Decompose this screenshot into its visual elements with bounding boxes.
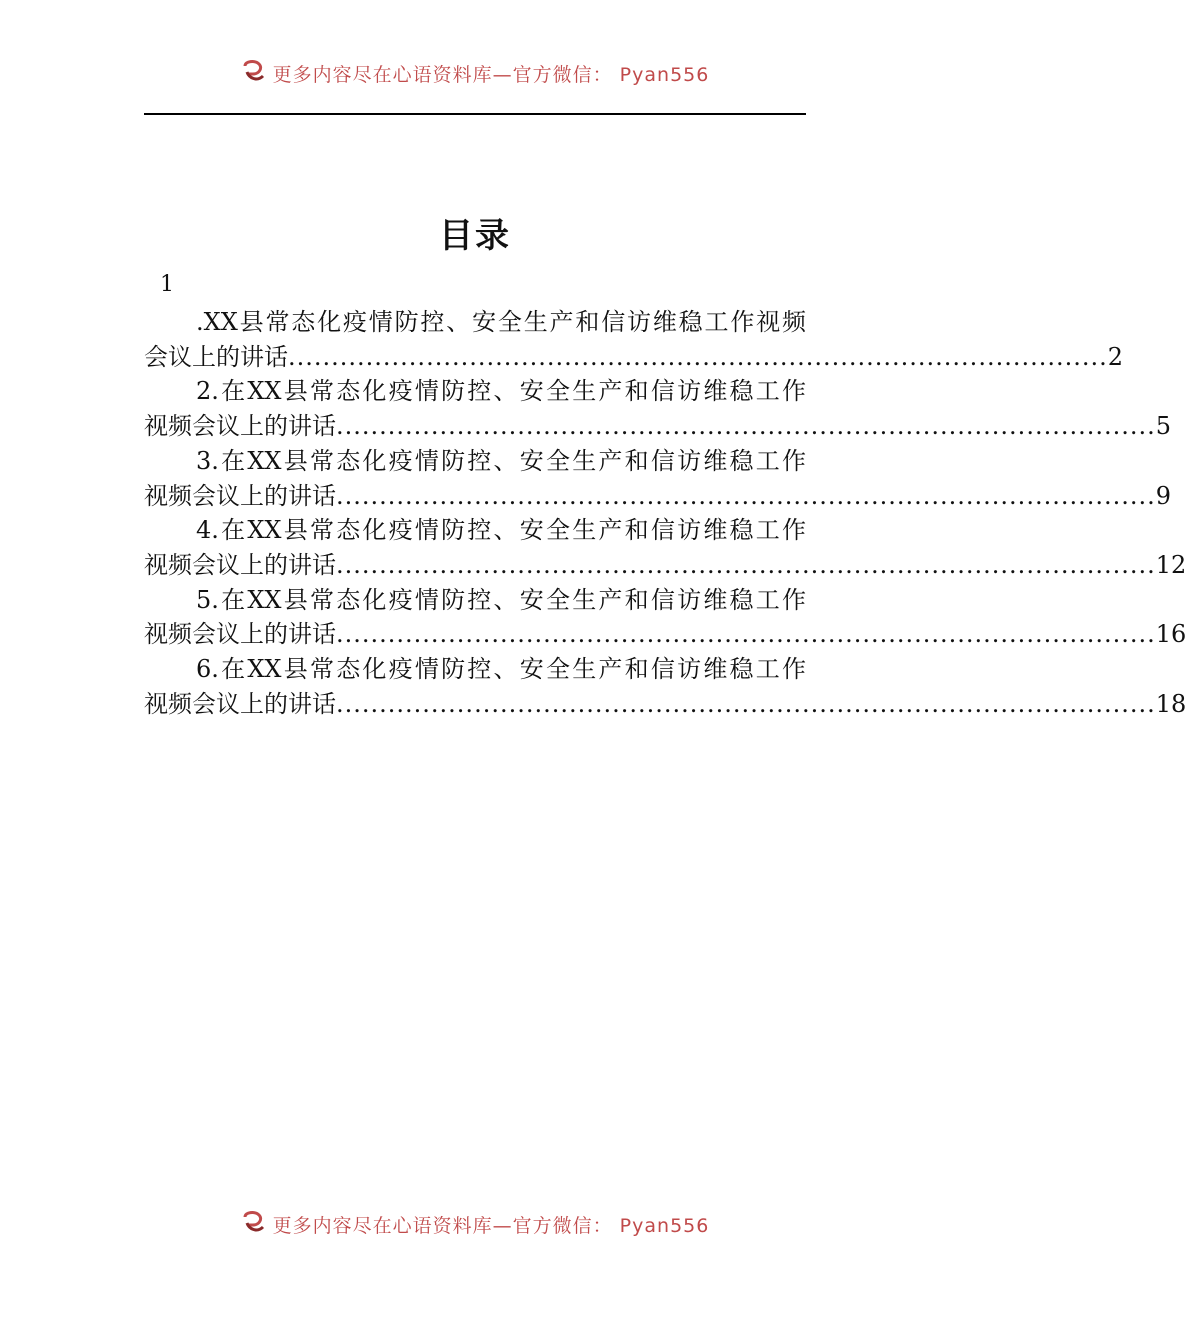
footer-banner-text: 更多内容尽在心语资料库—官方微信： Pyan556 <box>272 1214 710 1237</box>
toc-entry-title: 3.在XX县常态化疫情防控、安全生产和信访维稳工作 <box>196 446 806 475</box>
toc-entry-title-cont: 视频会议上的讲话 <box>144 412 336 441</box>
toc-entry-title: 6.在XX县常态化疫情防控、安全生产和信访维稳工作 <box>196 655 806 684</box>
toc-entry-title-cont: 视频会议上的讲话 <box>144 689 336 718</box>
toc-entry-title-cont: 视频会议上的讲话 <box>144 550 336 579</box>
toc-page-number: 2 <box>1107 342 1124 371</box>
toc-entry-title: .XX县常态化疫情防控、安全生产和信访维稳工作视频 <box>196 308 806 336</box>
toc-entry[interactable] <box>144 513 1186 582</box>
footer-banner <box>0 1207 950 1240</box>
header-banner <box>0 56 950 89</box>
toc-entry-title: 2.在XX县常态化疫情防控、安全生产和信访维稳工作 <box>196 377 806 406</box>
toc-dot-leader: ............................................................................................... <box>336 620 1156 649</box>
toc-entry[interactable] <box>144 305 1124 374</box>
toc-entry[interactable] <box>144 583 1186 652</box>
toc-entry-title: 4.在XX县常态化疫情防控、安全生产和信访维稳工作 <box>196 516 806 545</box>
toc-page-number: 9 <box>1155 481 1172 510</box>
toc-page-number: 12 <box>1155 550 1186 579</box>
toc-list <box>144 305 1186 721</box>
toc-dot-leader: ............................................................................................... <box>336 412 1156 441</box>
toc-entry[interactable] <box>144 652 1186 721</box>
toc-entry-title-cont: 视频会议上的讲话 <box>144 481 336 510</box>
toc-page-number: 16 <box>1155 620 1186 649</box>
toc-entry[interactable] <box>144 444 1172 513</box>
toc-entry-title-cont: 视频会议上的讲话 <box>144 620 336 649</box>
toc-dot-leader: ............................................................................................... <box>336 481 1156 510</box>
toc-first-number: 1 <box>160 272 174 297</box>
brand-logo-icon <box>241 1209 267 1235</box>
toc-entry-title-cont: 会议上的讲话 <box>144 342 288 371</box>
toc-entry-title: 5.在XX县常态化疫情防控、安全生产和信访维稳工作 <box>196 585 806 614</box>
toc-dot-leader: ............................................................................................... <box>288 342 1108 371</box>
toc-page-number: 5 <box>1155 412 1172 441</box>
brand-logo-icon <box>241 58 267 84</box>
toc-dot-leader: ............................................................................................... <box>336 550 1156 579</box>
toc-dot-leader: ............................................................................................... <box>336 689 1156 718</box>
toc-page-number: 18 <box>1155 689 1186 718</box>
header-banner-text: 更多内容尽在心语资料库—官方微信： Pyan556 <box>272 63 710 86</box>
header-divider <box>144 113 806 115</box>
toc-title: 目录 <box>439 216 511 256</box>
toc-entry[interactable] <box>144 374 1172 443</box>
